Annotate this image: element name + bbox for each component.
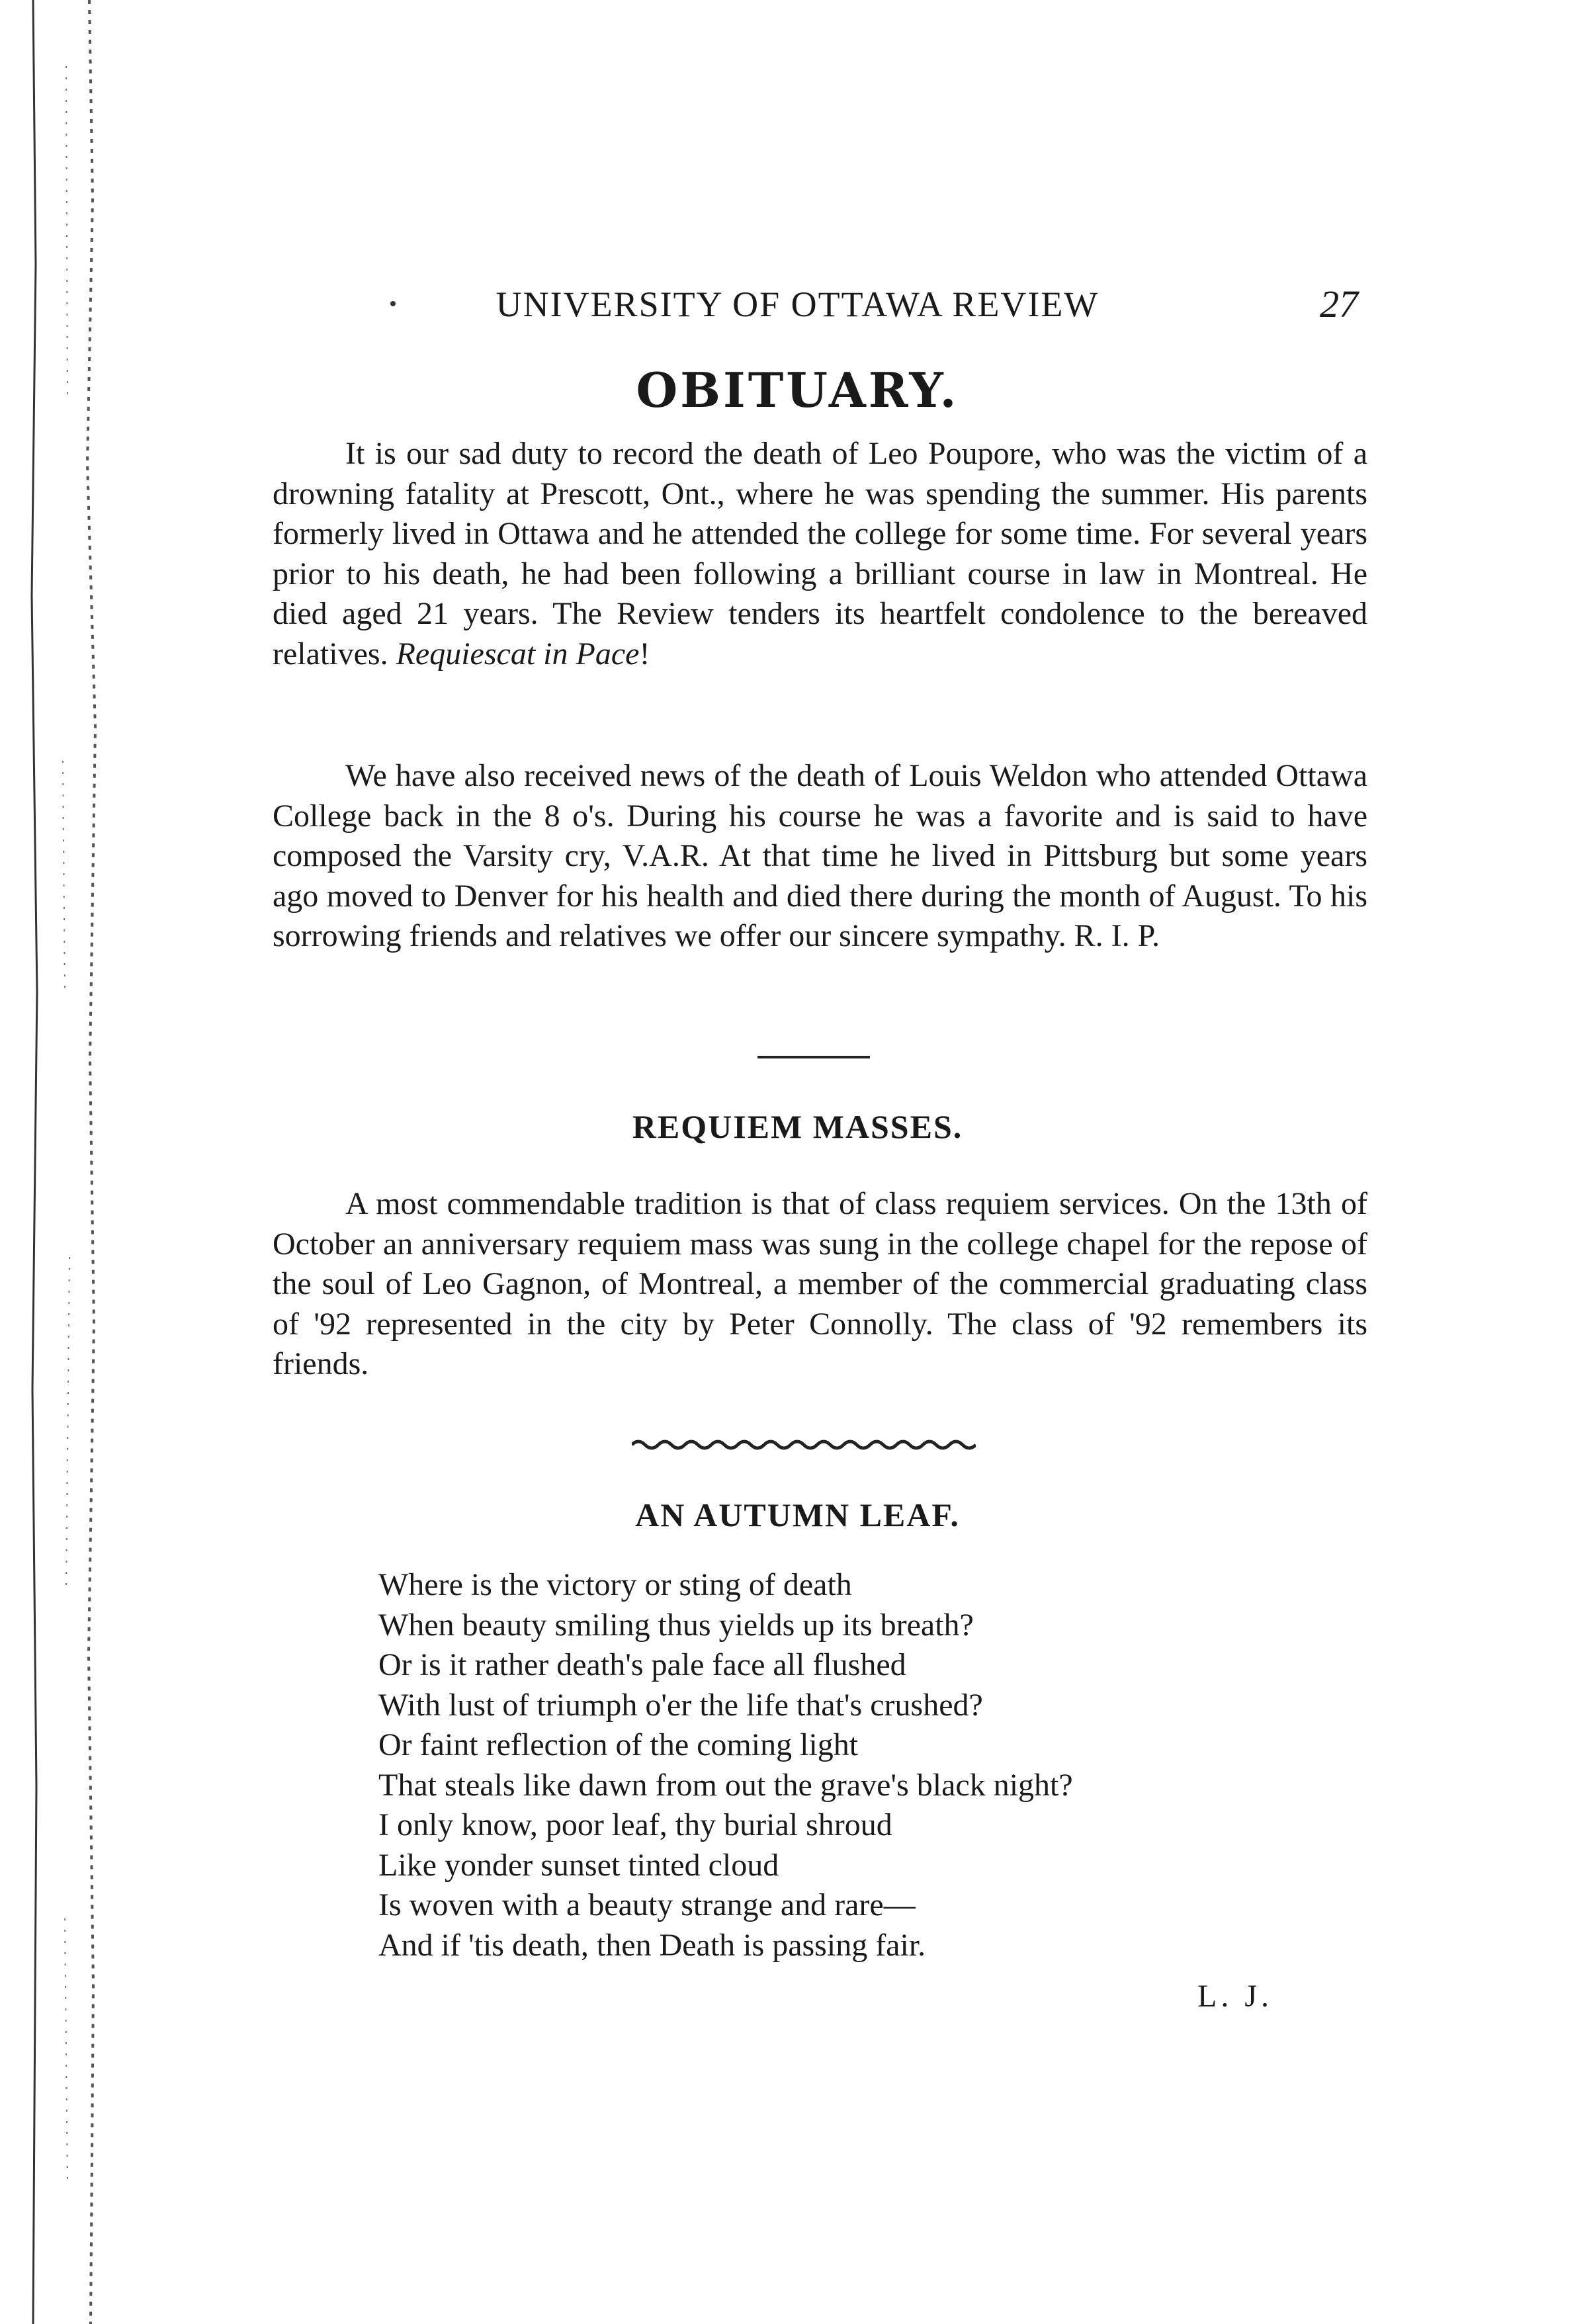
poem-signature: L. J. [1197, 1979, 1273, 2014]
poem-body [378, 1565, 1073, 1965]
poem-line: When beauty smiling thus yields up its breath? [378, 1607, 974, 1643]
obituary-paragraph-poupore [273, 434, 1367, 674]
scanned-page-edge [26, 0, 106, 2324]
poem-line: Where is the victory or sting of death [378, 1567, 852, 1602]
obituary-title: OBITUARY. [636, 362, 959, 418]
running-head [0, 281, 1595, 327]
poem-line: With lust of triumph o'er the life that's crushed? [378, 1687, 983, 1723]
obituary-paragraph-weldon [273, 756, 1367, 957]
journal-title: UNIVERSITY OF OTTAWA REVIEW [496, 284, 1099, 324]
poem-line: Is woven with a beauty strange and rare— [378, 1887, 916, 1922]
obituary-paragraph-weldon-text: We have also received news of the death of Louis Weldon who attended Ottawa College back in the 8 o's. During his course he was a favorite and is said to have composed the Varsity cry, V.A.R. At that time he lived in Pittsburg but some years ago moved to Denver for his health and died there during the month of August. To his sorrowing friends and relatives we offer our sincere sympathy. R. I. P. [273, 758, 1367, 953]
requiem-paragraph-text: A most commendable tradition is that of class requiem services. On the 13th of October an anniversary requiem mass was sung in the college chapel for the repose of the soul of Leo Gagnon, of Montreal, a member of the commercial graduating class of '92 represented in the city by Peter Connolly. The class of '92 remembers its friends. [273, 1186, 1367, 1381]
poem-line: That steals like dawn from out the grave's black night? [378, 1767, 1073, 1803]
requiescat-phrase: Requiescat in Pace [396, 636, 640, 671]
requiem-heading: REQUIEM MASSES. [632, 1108, 963, 1145]
requiescat-mark: ! [639, 636, 650, 671]
wavy-divider [632, 1437, 976, 1453]
requiem-paragraph [273, 1184, 1367, 1385]
poem-line: Or faint reflection of the coming light [378, 1727, 859, 1762]
section-divider [757, 1056, 870, 1058]
obituary-paragraph-poupore-text: It is our sad duty to record the death of Leo Poupore, who was the victim of a drowning fatality at Prescott, Ont., where he was spending the summer. His parents formerly lived in Ottawa and he attended the college for some time. For several years prior to his death, he had been following a brilliant course in law in Montreal. He died aged 21 years. The Review tenders its heartfelt condolence to the bereaved relatives. [273, 436, 1367, 671]
poem-line: I only know, poor leaf, thy burial shroud [378, 1807, 892, 1842]
page-number: 27 [1320, 282, 1358, 325]
poem-heading: AN AUTUMN LEAF. [635, 1496, 960, 1533]
poem-line: And if 'tis death, then Death is passing fair. [378, 1927, 926, 1963]
poem-line: Or is it rather death's pale face all flushed [378, 1647, 906, 1682]
poem-line: Like yonder sunset tinted cloud [378, 1847, 779, 1883]
